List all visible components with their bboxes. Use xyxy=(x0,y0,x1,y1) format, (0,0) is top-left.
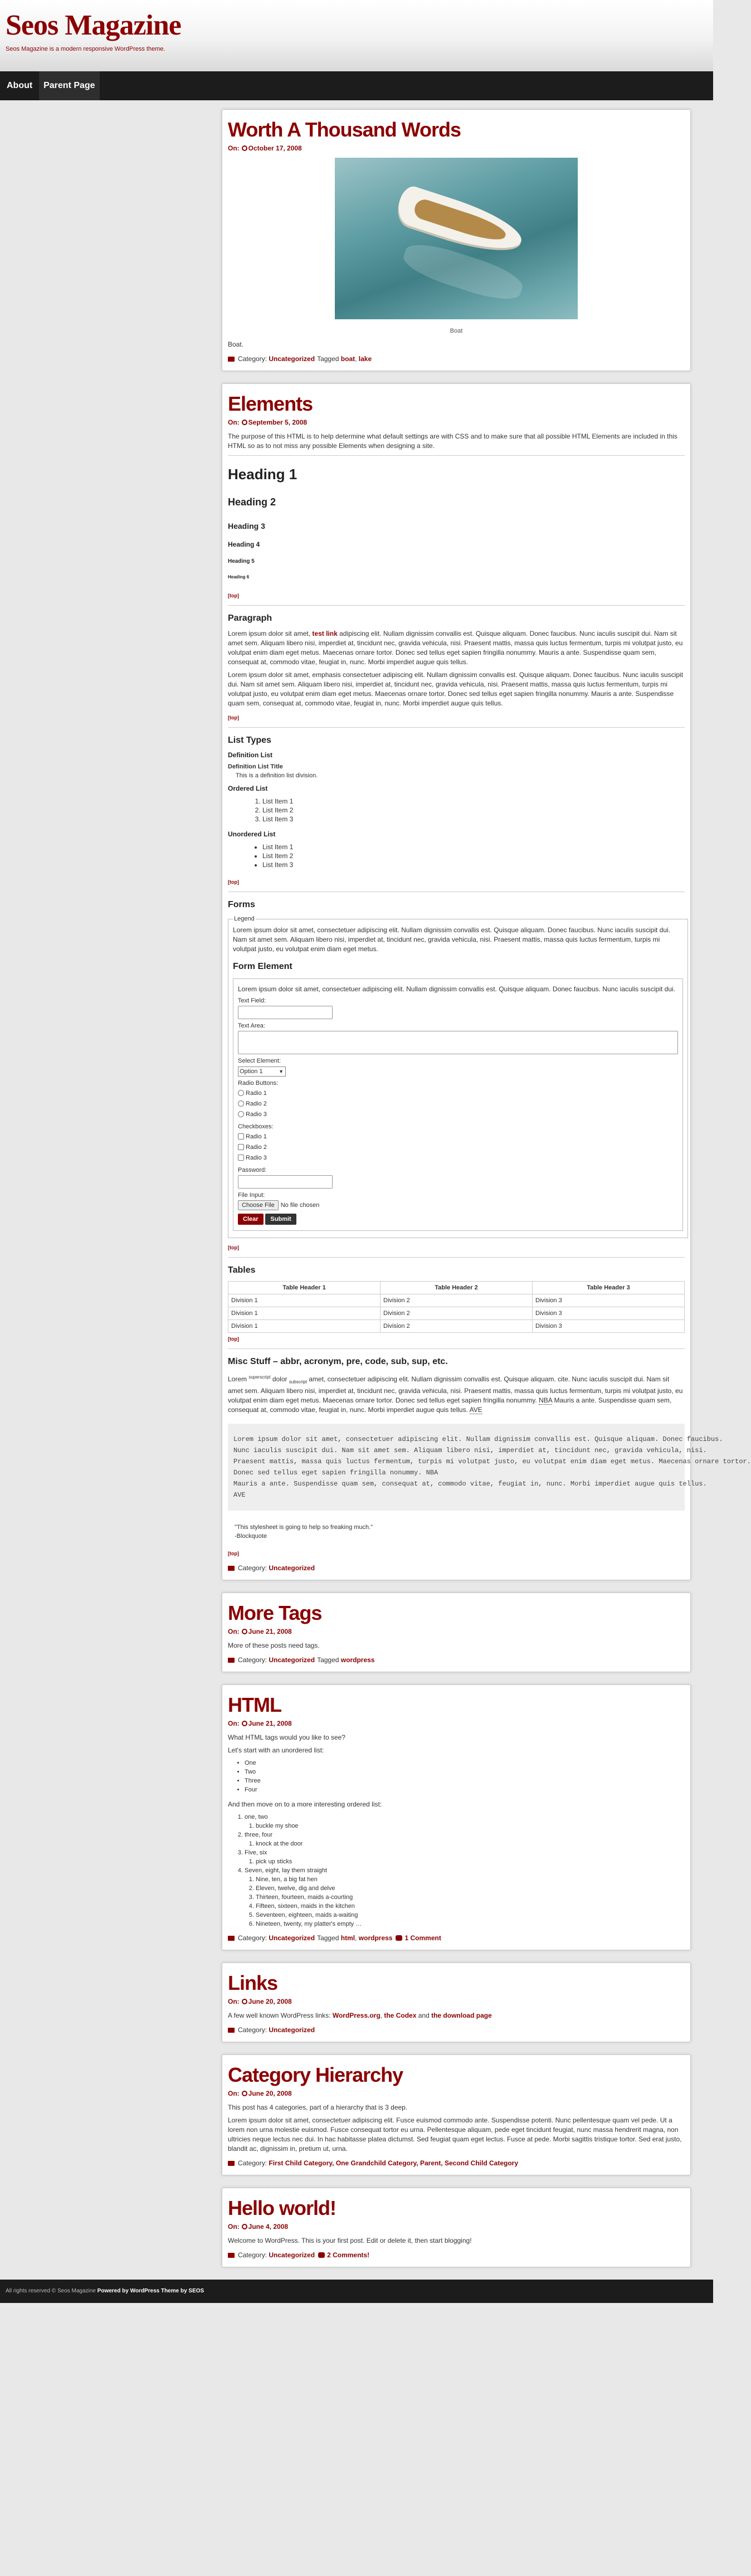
blockquote: "This stylesheet is going to help so freaking much." -Blockquote xyxy=(235,1524,373,1540)
select-dropdown[interactable]: ▼ Option 1 xyxy=(238,1067,286,1077)
top-link[interactable]: [top] xyxy=(228,1551,239,1557)
post-categories: Category: Uncategorized Tagged wordpress xyxy=(228,1656,685,1664)
post-title[interactable]: Hello world! xyxy=(228,2197,336,2220)
paragraph-1: Lorem ipsum dolor sit amet, test link adipiscing elit. Nullam dignissim convallis est. Quisque aliquam. Donec faucibus. Nunc iaculis suscipit dui. Nam sit amet sem. Aliquam libero nisi, imperdiet at, tincidunt nec, gravida vehicula, nisi. Praesent mattis, massa quis luctus fermentum, turpis mi volutpat justo, eu volutpat enim diam eget metus. Maecenas ornare tortor. Donec sed tellus eget sapien fringilla nonummy. Mauris a ante. Suspendisse quam sem, consequat at, commodo vitae, feugiat in, nunc. Morbi imperdiet augue quis tellus. xyxy=(228,630,683,666)
tagged-label: Tagged xyxy=(317,355,339,363)
meta-on: On: xyxy=(228,418,240,426)
category-link[interactable]: Uncategorized xyxy=(269,1656,315,1664)
clear-button[interactable]: Clear xyxy=(238,1214,264,1225)
folder-icon xyxy=(228,1566,235,1571)
file-label: File Input: xyxy=(238,1192,265,1199)
table-row: Division 1 Division 2 Division 3 xyxy=(228,1320,685,1333)
post-hello-world xyxy=(222,2188,691,2267)
comment-icon xyxy=(318,2252,325,2258)
top-link[interactable]: [top] xyxy=(228,1245,239,1250)
folder-icon xyxy=(228,2253,235,2258)
post-categories: Category: Uncategorized 2 Comments! xyxy=(228,2251,685,2259)
choose-file-button[interactable]: Choose File xyxy=(238,1200,279,1210)
definition-list xyxy=(228,763,685,779)
post-meta xyxy=(228,418,685,426)
image-caption: Boat xyxy=(450,328,463,334)
post-meta: On: June 21, 2008 xyxy=(228,1628,292,1636)
password-label: Password: xyxy=(238,1167,267,1173)
post-categories: Category: First Child Category, One Grandchild Category, Parent, Second Child Category xyxy=(228,2159,685,2167)
post-category-hierarchy xyxy=(222,2054,691,2175)
top-link[interactable]: [top] xyxy=(228,1336,239,1342)
paragraph-2: Lorem ipsum dolor sit amet, emphasis consectetuer adipiscing elit. Nullam dignissim convallis est. Quisque aliquam. Donec faucibus. Nunc iaculis suscipit dui. Nam sit amet sem. Aliquam libero nisi, imperdiet at, tincidunt nec, gravida vehicula, nisi. Praesent mattis, massa quis luctus fermentum, turpis mi volutpat justo, eu volutpat enim diam eget metus. Maecenas ornare tortor. Donec sed tellus eget sapien fringilla nonummy. Mauris a ante. Suspendisse quam sem, consequat at, commodo vitae, feugiat in, nunc. Morbi imperdiet augue quis tellus. xyxy=(228,671,684,707)
legend: Legend xyxy=(234,916,255,922)
intro-text: The purpose of this HTML is to help determine what default settings are with CSS and to make sure that all possible HTML Elements are included in this HTML so as to not miss any possible Elements when designing a site. xyxy=(228,432,677,450)
post-text: This post has 4 categories, part of a hierarchy that is 3 deep. xyxy=(228,2103,408,2112)
heading-5: Heading 5 xyxy=(228,558,255,564)
post-meta: On: June 21, 2008 xyxy=(228,1720,292,1728)
boat-image xyxy=(335,158,578,319)
post-text: What HTML tags would you like to see? xyxy=(228,1733,345,1742)
post-date[interactable]: October 17, 2008 xyxy=(248,144,302,152)
comments-link[interactable]: 2 Comments! xyxy=(327,2251,370,2260)
top-link[interactable]: [top] xyxy=(228,715,239,720)
post-date[interactable]: June 20, 2008 xyxy=(248,2090,292,2098)
radio-option[interactable]: Radio 2 xyxy=(238,1099,678,1109)
post-categories: Category: Uncategorized xyxy=(228,1564,685,1572)
post-categories: Category: Uncategorized Tagged html, wordpress 1 Comment xyxy=(228,1934,685,1942)
tag-link[interactable]: lake xyxy=(358,355,372,363)
radio-option[interactable]: Radio 3 xyxy=(238,1109,678,1120)
category-link[interactable]: Uncategorized xyxy=(269,355,315,363)
post-elements xyxy=(222,383,751,1580)
clock-icon xyxy=(242,1721,247,1726)
site-header xyxy=(0,0,713,71)
heading-4: Heading 4 xyxy=(228,540,260,548)
clock-icon xyxy=(242,2091,247,2096)
list-item: • List Item 3 xyxy=(262,860,685,869)
no-file-text: No file chosen xyxy=(280,1202,320,1209)
post-categories: Category: Uncategorized xyxy=(228,2026,685,2034)
section-forms: Forms xyxy=(228,900,255,909)
form-element-title: Form Element xyxy=(233,962,292,971)
ordered-list: 1. one, two 1. buckle my shoe 2. three, four 1. knock at the door 3. Five, six 1. pick up sticks 4. Seven, eight, lay them straight 1. Nine, ten, a big fat hen 2. Eleven, twelve, dig and delve 3. Thirteen, fourteen, maids a-courting 4. Fifteen, sixteen, maids in the kitchen 5. Seventeen, eighteen, maids a-waiting 6. Nineteen, twenty, my platter's empty … xyxy=(245,1813,685,1929)
download-link[interactable]: the download page xyxy=(431,2012,492,2020)
codex-link[interactable]: the Codex xyxy=(384,2012,417,2020)
test-link[interactable]: test link xyxy=(312,630,338,637)
text-area-input[interactable] xyxy=(238,1031,678,1054)
folder-icon xyxy=(228,1936,235,1941)
category-link[interactable]: Uncategorized xyxy=(269,1934,315,1942)
legend-text: Lorem ipsum dolor sit amet, consectetuer adipiscing elit. Nullam dignissim convallis est. Quisque aliquam. Donec faucibus. Nunc iaculis suscipit dui. Nam sit amet sem. Aliquam libero nisi, imperdiet at, tincidunt nec, gravida vehicula, nisi. Praesent mattis, massa quis luctus fermentum, turpis mi volutpat justo, eu volutpat enim diam eget metus. xyxy=(233,926,671,953)
post-meta: On: June 20, 2008 xyxy=(228,1998,292,2006)
post-date[interactable]: June 21, 2008 xyxy=(248,1628,292,1636)
heading-2: Heading 2 xyxy=(228,496,276,508)
tag-link[interactable]: html xyxy=(340,1934,355,1942)
post-text: Welcome to WordPress. This is your first post. Edit or delete it, then start blogging! xyxy=(228,2237,472,2245)
post-text: A few well known WordPress links: WordPress.org, the Codex and the download page xyxy=(228,2012,492,2020)
text-field-label: Text Field: xyxy=(238,997,266,1004)
list-item: • List Item 1 xyxy=(262,843,685,851)
post-title[interactable]: Worth A Thousand Words xyxy=(228,118,461,141)
post-text: Lorem ipsum dolor sit amet, consectetuer adipiscing elit. Fusce euismod commodo ante. Suspendisse potenti. Nunc pellentesque quam vel pede. Ut a lorem non urna molestie euismod. Fusce consequat tortor eu urna. Pellentesque aliquam, pede eget tincidunt feugiat, nunc massa hendrerit magna, non ultricies neque lectus nec dui. In hac habitasse platea dictumst. Sed feugiat quam eget lectus. Fusce at pede. Morbi sagittis tristique tortor. Sed erat justo, blandit ac, dignissim in, pretium ut, urna. xyxy=(228,2116,682,2153)
radio-option[interactable]: Radio 1 xyxy=(238,1088,678,1099)
heading-3: Heading 3 xyxy=(228,522,265,530)
form-box xyxy=(233,978,683,1231)
folder-icon xyxy=(228,2028,235,2033)
post-title[interactable]: HTML xyxy=(228,1693,281,1717)
post-title[interactable]: Links xyxy=(228,1971,278,1995)
password-input[interactable] xyxy=(238,1175,333,1189)
comment-icon xyxy=(396,1935,402,1941)
folder-icon xyxy=(228,357,235,362)
folder-icon xyxy=(228,1658,235,1663)
clock-icon xyxy=(242,145,247,151)
category-link[interactable]: Uncategorized xyxy=(269,2026,315,2034)
section-tables: Tables xyxy=(228,1265,256,1275)
misc-paragraph: Lorem $^{superscript}$ dolor $_{subscript}$ amet, consectetuer adipiscing elit. Nullam dignissim convallis est. Quisque aliquam. cite. Nunc iaculis suscipit dui. Nam sit amet sem. Aliquam libero nisi, imperdiet at, tincidunt nec, gravida vehicula, nisi. Praesent mattis, massa quis luctus fermentum, turpis mi volutpat justo, eu volutpat enim diam eget metus. Maecenas ornare tortor. Donec sed tellus eget sapien fringilla nonummy. NBA Mauris a ante. Suspendisse quam sem, consequat at, commodo vitae, feugiat in, nunc. Morbi imperdiet augue quis tellus. AVE xyxy=(228,1375,683,1414)
tag-link[interactable]: wordpress xyxy=(358,1934,393,1942)
post-categories: Category: Uncategorized Tagged boat, lake xyxy=(228,355,685,363)
text-area-label: Text Area: xyxy=(238,1022,265,1029)
nav-about[interactable]: About xyxy=(7,81,33,90)
post-meta xyxy=(228,144,685,152)
section-list-types: List Types xyxy=(228,736,271,745)
main-nav xyxy=(0,71,713,100)
text-field-input[interactable] xyxy=(238,1006,333,1019)
nav-parent-page[interactable]: Parent Page xyxy=(39,71,99,100)
unordered-list: • One • Two • Three • Four xyxy=(245,1759,685,1794)
data-table: Table Header 1 Table Header 2 Table Header 3 Division 1 Division 2 Division 3 Division 1 Division 2 Division 3 Division 1 Division 2 Division 3 xyxy=(228,1281,685,1333)
form-text: Lorem ipsum dolor sit amet, consectetuer adipiscing elit. Nullam dignissim convallis est. Quisque aliquam. Donec faucibus. Nunc iaculis suscipit dui. xyxy=(238,985,676,993)
post-date[interactable]: June 21, 2008 xyxy=(248,1720,292,1728)
dl-term: Definition List Title xyxy=(228,763,283,770)
site-footer xyxy=(0,2280,713,2303)
post-date[interactable]: June 20, 2008 xyxy=(248,1998,292,2006)
footer-copyright: All rights reserved © Seos Magazine xyxy=(6,2288,96,2295)
post-html xyxy=(222,1684,691,1950)
category-label: Category: xyxy=(238,355,267,363)
submit-button[interactable]: Submit xyxy=(265,1214,296,1225)
list-item: 1. List Item 1 xyxy=(262,797,685,806)
category-link[interactable]: Uncategorized xyxy=(269,2251,315,2260)
select-label: Select Element: xyxy=(238,1058,281,1064)
ordered-list xyxy=(262,797,685,824)
content-area xyxy=(222,109,751,2267)
list-item: 2. List Item 2 xyxy=(262,806,685,815)
folder-icon xyxy=(228,2161,235,2166)
definition-list-title: Definition List xyxy=(228,751,272,759)
meta-on: On: xyxy=(228,144,240,152)
checkbox-label: Checkboxes: xyxy=(238,1123,274,1130)
chevron-down-icon: ▼ xyxy=(279,1069,284,1074)
heading-1: Heading 1 xyxy=(228,466,298,483)
clock-icon xyxy=(242,1629,247,1634)
section-paragraph: Paragraph xyxy=(228,613,272,623)
post-worth-a-thousand-words xyxy=(222,109,691,371)
heading-6: Heading 6 xyxy=(228,574,250,580)
wordpress-org-link[interactable]: WordPress.org xyxy=(332,2012,381,2020)
ordered-list-title: Ordered List xyxy=(228,785,268,792)
list-item: • List Item 2 xyxy=(262,851,685,860)
table-row: Division 1 Division 2 Division 3 xyxy=(228,1307,685,1320)
post-text: More of these posts need tags. xyxy=(228,1642,320,1650)
post-title[interactable]: Category Hierarchy xyxy=(228,2063,403,2087)
post-text: Let's start with an unordered list: xyxy=(228,1746,324,1755)
post-title[interactable]: More Tags xyxy=(228,1601,322,1625)
post-meta: On: June 20, 2008 xyxy=(228,2090,292,2098)
radio-label: Radio Buttons: xyxy=(238,1080,279,1087)
checkbox-option[interactable]: Radio 1 xyxy=(238,1132,678,1142)
post-more-tags xyxy=(222,1593,691,1672)
figure xyxy=(228,158,685,334)
list-item: 3. List Item 3 xyxy=(262,815,685,824)
section-misc: Misc Stuff – abbr, acronym, pre, code, sub, sup, etc. xyxy=(228,1357,448,1366)
checkbox-option[interactable]: Radio 3 xyxy=(238,1153,678,1163)
unordered-list-title: Unordered List xyxy=(228,830,276,838)
site-description: Seos Magazine is a modern responsive WordPress theme. xyxy=(6,46,165,52)
dl-desc: This is a definition list division. xyxy=(236,772,318,779)
clock-icon xyxy=(242,1999,247,2004)
checkbox-option[interactable]: Radio 2 xyxy=(238,1142,678,1153)
post-links xyxy=(222,1963,691,2042)
top-link[interactable]: [top] xyxy=(228,593,239,598)
post-title[interactable]: Elements xyxy=(228,392,313,415)
tag-link[interactable]: wordpress xyxy=(340,1656,375,1664)
unordered-list xyxy=(262,843,685,869)
comments-link[interactable]: 1 Comment xyxy=(404,1934,441,1942)
preformatted-block: Lorem ipsum dolor sit amet, consectetuer adipiscing elit. Nullam dignissim convallis est. Quisque aliquam. Donec faucibus. Nunc iaculis suscipit dui. Nam sit amet sem. Aliquam libero nisi, imperdiet at, tincidunt nec, gravida vehicula, nisi. Praesent mattis, massa quis luctus fermentum, turpis mi volutpat justo, eu volutpat enim diam eget metus. Maecenas ornare tortor. Donec sed tellus eget sapien fringilla nonummy. NBA Mauris a ante. Suspendisse quam sem, consequat at, commodo vitae, feugiat in, nunc. Morbi imperdiet augue quis tellus. AVE xyxy=(228,1424,685,1511)
form-fieldset xyxy=(228,916,688,1238)
post-meta: On: June 4, 2008 xyxy=(228,2223,289,2231)
table-row: Division 1 Division 2 Division 3 xyxy=(228,1294,685,1307)
category-link[interactable]: First Child Category, One Grandchild Category, Parent, Second Child Category xyxy=(269,2159,519,2168)
category-link[interactable]: Uncategorized xyxy=(269,1564,315,1572)
post-date[interactable]: June 4, 2008 xyxy=(248,2223,289,2231)
site-title[interactable]: Seos Magazine xyxy=(6,9,181,41)
post-date[interactable]: September 5, 2008 xyxy=(248,418,308,426)
footer-powered[interactable]: Powered by WordPress Theme by SEOS xyxy=(97,2288,204,2295)
top-link[interactable]: [top] xyxy=(228,879,239,885)
post-text: Boat. xyxy=(228,340,244,348)
tag-link[interactable]: boat xyxy=(340,355,355,363)
clock-icon xyxy=(242,2224,247,2229)
post-text: And then move on to a more interesting ordered list: xyxy=(228,1800,382,1809)
clock-icon xyxy=(242,420,247,425)
